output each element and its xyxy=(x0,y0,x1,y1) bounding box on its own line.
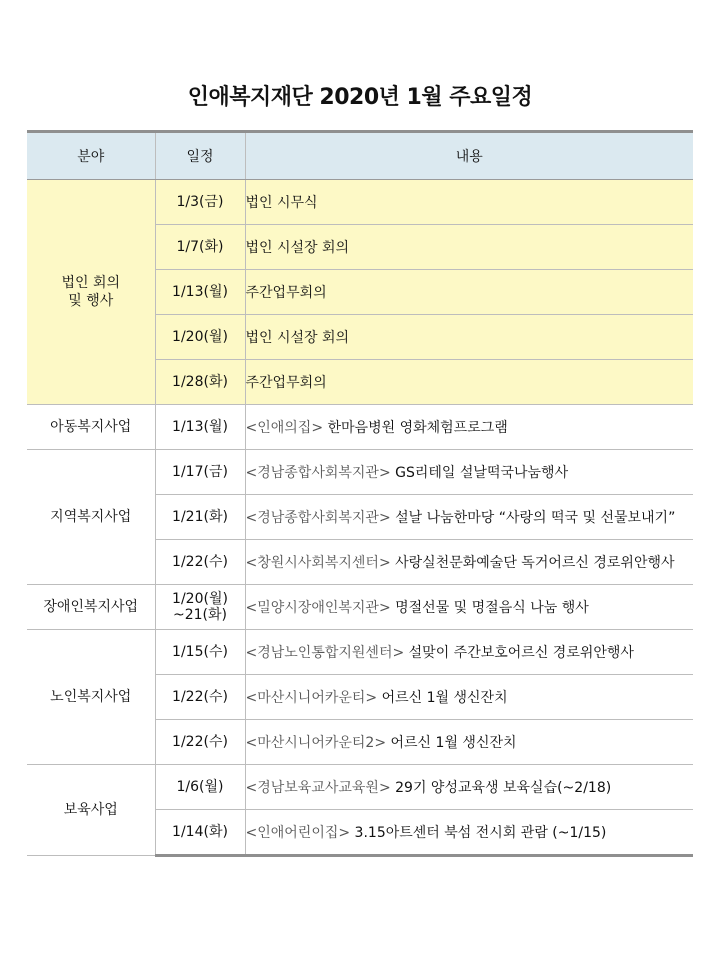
category-label: 노인복지사업 xyxy=(50,689,132,705)
event-text: 법인 시설장 회의 xyxy=(245,330,350,346)
content-cell xyxy=(245,810,693,856)
table-row xyxy=(27,630,693,675)
category-label: 법인 회의 및 행사 xyxy=(61,275,121,309)
content-cell xyxy=(245,495,693,540)
date-cell: 1/28(화) xyxy=(155,360,245,405)
category-cell xyxy=(27,180,155,405)
date-cell: 1/3(금) xyxy=(155,180,245,225)
date-cell: 1/22(수) xyxy=(155,540,245,585)
content-cell xyxy=(245,405,693,450)
date-cell: 1/15(수) xyxy=(155,630,245,675)
category-label: 보육사업 xyxy=(63,802,118,818)
content-cell xyxy=(245,675,693,720)
date-cell: 1/13(월) xyxy=(155,405,245,450)
event-text: 어르신 1월 생신잔치 xyxy=(386,735,517,751)
event-text: 어르신 1월 생신잔치 xyxy=(377,690,508,706)
header-date: 일정 xyxy=(155,132,245,180)
date-cell: 1/22(수) xyxy=(155,720,245,765)
category-cell xyxy=(27,585,155,630)
content-cell xyxy=(245,225,693,270)
event-text: 한마음병원 영화체험프로그램 xyxy=(323,420,508,436)
date-cell: 1/14(화) xyxy=(155,810,245,856)
table-row xyxy=(27,765,693,810)
organization-label: <경남노인통합지원센터> xyxy=(245,645,405,661)
table-row xyxy=(27,405,693,450)
organization-label: <인애의집> xyxy=(245,420,324,436)
category-cell xyxy=(27,765,155,856)
organization-label: <인애어린이집> xyxy=(245,825,351,841)
table-header-row xyxy=(27,132,693,180)
schedule-table xyxy=(27,130,693,857)
table-row xyxy=(27,450,693,495)
category-label: 장애인복지사업 xyxy=(43,599,139,615)
event-text: 설날 나눔한마당 “사랑의 떡국 및 선물보내기” xyxy=(390,510,676,526)
content-cell xyxy=(245,180,693,225)
date-cell: 1/13(월) xyxy=(155,270,245,315)
event-text: 3.15아트센터 북섬 전시회 관람 (~1/15) xyxy=(350,825,607,841)
date-cell: 1/6(월) xyxy=(155,765,245,810)
date-cell: 1/7(화) xyxy=(155,225,245,270)
category-label: 지역복지사업 xyxy=(50,509,132,525)
organization-label: <경남보육교사교육원> xyxy=(245,780,391,796)
organization-label: <경남종합사회복지관> xyxy=(245,510,391,526)
content-cell xyxy=(245,720,693,765)
content-cell xyxy=(245,450,693,495)
event-text: 설맞이 주간보호어르신 경로위안행사 xyxy=(404,645,634,661)
content-cell xyxy=(245,315,693,360)
category-label: 아동복지사업 xyxy=(50,419,132,435)
event-text: 사랑실천문화예술단 독거어르신 경로위안행사 xyxy=(390,555,675,571)
date-cell: 1/22(수) xyxy=(155,675,245,720)
event-text: 29기 양성교육생 보육실습(~2/18) xyxy=(390,780,612,796)
organization-label: <마산시니어카운티2> xyxy=(245,735,387,751)
category-cell xyxy=(27,630,155,765)
event-text: 주간업무회의 xyxy=(245,375,327,391)
category-cell xyxy=(27,450,155,585)
header-category: 분야 xyxy=(27,132,155,180)
page-title: 인애복지재단 2020년 1월 주요일정 xyxy=(187,85,533,110)
category-cell xyxy=(27,405,155,450)
organization-label: <창원시사회복지센터> xyxy=(245,555,391,571)
date-cell: 1/17(금) xyxy=(155,450,245,495)
content-cell xyxy=(245,270,693,315)
event-text: 명절선물 및 명절음식 나눔 행사 xyxy=(390,600,589,616)
table-row xyxy=(27,180,693,225)
date-cell: 1/20(월) xyxy=(155,315,245,360)
event-text: GS리테일 설날떡국나눔행사 xyxy=(390,465,569,481)
content-cell xyxy=(245,540,693,585)
header-content: 내용 xyxy=(245,132,693,180)
content-cell xyxy=(245,585,693,630)
table-body xyxy=(27,180,693,856)
event-text: 법인 시무식 xyxy=(245,195,318,211)
organization-label: <밀양시장애인복지관> xyxy=(245,600,391,616)
date-cell: 1/21(화) xyxy=(155,495,245,540)
event-text: 주간업무회의 xyxy=(245,285,327,301)
organization-label: <마산시니어카운티> xyxy=(245,690,378,706)
content-cell xyxy=(245,360,693,405)
organization-label: <경남종합사회복지관> xyxy=(245,465,391,481)
content-cell xyxy=(245,765,693,810)
event-text: 법인 시설장 회의 xyxy=(245,240,350,256)
content-cell xyxy=(245,630,693,675)
date-cell: 1/20(월) ~21(화) xyxy=(155,585,245,630)
table-row xyxy=(27,585,693,630)
